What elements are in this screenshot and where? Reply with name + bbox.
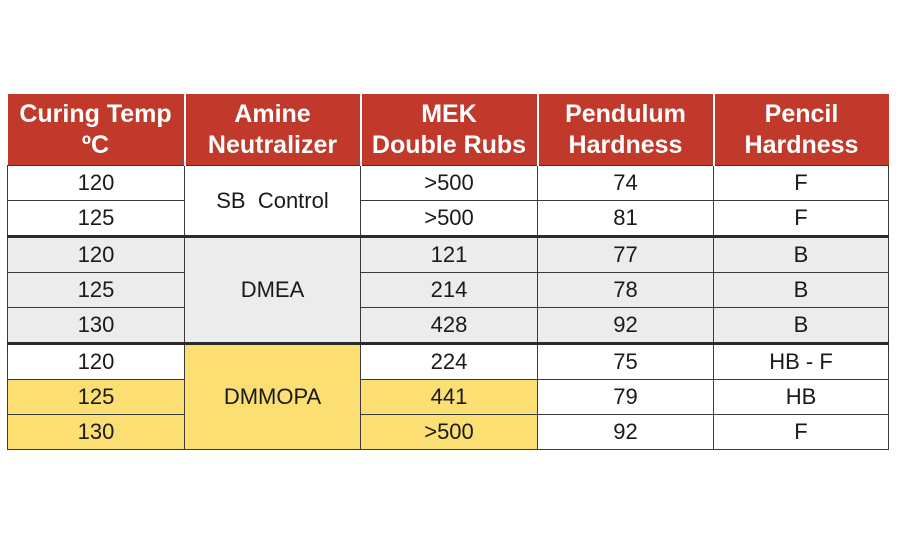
header-curing-temp bbox=[8, 94, 185, 166]
cell-temp: 125 bbox=[8, 201, 185, 237]
header-pendulum-line1: Pendulum bbox=[565, 99, 686, 128]
table-row bbox=[8, 201, 889, 237]
cell-pendulum: 79 bbox=[538, 380, 714, 415]
header-pencil-hardness bbox=[714, 94, 889, 166]
cell-pendulum: 81 bbox=[538, 201, 714, 237]
cell-pencil: HB bbox=[714, 380, 889, 415]
cell-pencil: F bbox=[714, 166, 889, 201]
results-table bbox=[7, 94, 889, 450]
table-row bbox=[8, 273, 889, 308]
header-pendulum-hardness bbox=[538, 94, 714, 166]
table-row bbox=[8, 237, 889, 273]
table-row bbox=[8, 380, 889, 415]
cell-neutralizer-sb-control: SB Control bbox=[185, 166, 361, 237]
cell-temp: 125 bbox=[8, 273, 185, 308]
table-row bbox=[8, 415, 889, 450]
cell-mek: 441 bbox=[361, 380, 538, 415]
cell-temp: 120 bbox=[8, 344, 185, 380]
cell-mek: 224 bbox=[361, 344, 538, 380]
cell-mek: 214 bbox=[361, 273, 538, 308]
table-row bbox=[8, 344, 889, 380]
header-amine-line1: Amine bbox=[234, 99, 311, 128]
cell-pencil: HB - F bbox=[714, 344, 889, 380]
cell-pencil: F bbox=[714, 415, 889, 450]
cell-mek: 121 bbox=[361, 237, 538, 273]
header-pendulum-line2: Hardness bbox=[568, 130, 683, 159]
header-pencil-line2: Hardness bbox=[744, 130, 859, 159]
header-curing-temp-line1: Curing Temp bbox=[19, 99, 172, 128]
header-pencil-line1: Pencil bbox=[764, 99, 839, 128]
cell-mek: >500 bbox=[361, 166, 538, 201]
header-mek-line2: Double Rubs bbox=[371, 130, 527, 159]
header-amine-line2: Neutralizer bbox=[207, 130, 338, 159]
header-mek-line1: MEK bbox=[421, 99, 477, 128]
cell-mek: 428 bbox=[361, 308, 538, 344]
cell-pencil: F bbox=[714, 201, 889, 237]
header-curing-temp-unit: ºC bbox=[81, 130, 110, 159]
table-row bbox=[8, 166, 889, 201]
header-row bbox=[8, 94, 889, 166]
cell-mek: >500 bbox=[361, 415, 538, 450]
cell-neutralizer-dmea: DMEA bbox=[185, 237, 361, 344]
cell-temp: 120 bbox=[8, 166, 185, 201]
cell-pendulum: 77 bbox=[538, 237, 714, 273]
cell-pendulum: 75 bbox=[538, 344, 714, 380]
cell-pencil: B bbox=[714, 273, 889, 308]
cell-pendulum: 92 bbox=[538, 415, 714, 450]
header-amine-neutralizer bbox=[185, 94, 361, 166]
cell-pencil: B bbox=[714, 237, 889, 273]
cell-temp: 130 bbox=[8, 415, 185, 450]
cell-pendulum: 74 bbox=[538, 166, 714, 201]
cell-pencil: B bbox=[714, 308, 889, 344]
header-mek-double-rubs bbox=[361, 94, 538, 166]
cell-mek: >500 bbox=[361, 201, 538, 237]
cell-temp: 120 bbox=[8, 237, 185, 273]
cell-neutralizer-dmmopa: DMMOPA bbox=[185, 344, 361, 450]
cell-temp: 130 bbox=[8, 308, 185, 344]
cell-pendulum: 78 bbox=[538, 273, 714, 308]
cell-temp: 125 bbox=[8, 380, 185, 415]
table-row bbox=[8, 308, 889, 344]
cell-pendulum: 92 bbox=[538, 308, 714, 344]
